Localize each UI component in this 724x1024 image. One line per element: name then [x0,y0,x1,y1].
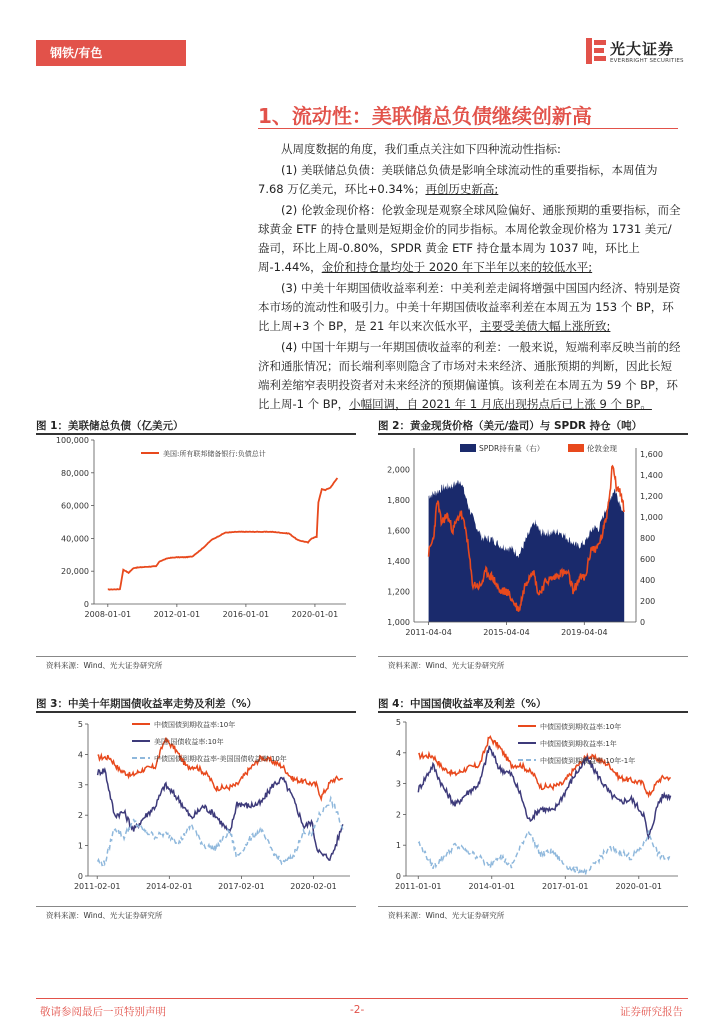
y-tick-label: 40,000 [61,534,89,544]
legend-label: 中债国债到期收益率:1年 [540,740,617,748]
fig2-source: 资料来源：Wind、光大证券研究所 [388,661,505,670]
y-tick-label: 2 [77,811,83,821]
y-right-tick-label: 1,000 [640,513,663,522]
x-tick-label: 2011-01-01 [395,882,442,891]
y-tick-label: 2 [395,810,401,820]
x-tick-label: 2017-02-01 [218,882,265,891]
x-tick-label: 2020-02-01 [290,882,337,891]
fig2-rule-bottom [378,656,688,657]
x-tick-label: 2015-04-04 [483,628,530,637]
x-tick-label: 2020-01-01 [615,882,663,891]
y-tick-label: 0 [83,600,89,609]
y-tick-label: 5 [395,718,401,727]
y-left-tick-label: 1,800 [387,495,410,505]
y-tick-label: 20,000 [61,567,89,577]
paragraph-2: (2) 伦敦金现价格：伦敦金现是观察全球风险偏好、通胀预期的重要指标，而全球黄金 ETF 的持仓量则是短期金价的同步指标。本周伦敦金现价格为 1731 美元/盎司，环比上周-0.80%，SPDR 黄金 ETF 持仓量本周为 1037 吨，环比上周-1.44%，金价和持仓量均处于 2020 年下半年以来的较低水平; [258,203,681,274]
y-tick-label: 4 [395,748,401,758]
y-left-tick-label: 2,000 [387,465,410,475]
legend-label: 美国:所有联邦储备银行:负债总计 [163,450,266,458]
paragraph-3: (3) 中美十年期国债收益率利差：中美利差走阔将增强中国国内经济、特别是资本市场的流动性和吸引力。中美十年期国债收益率利差在本周五为 153 个 BP，环比上周+3 个 BP，是 21 年以来次低水平，主要受美债大幅上涨所致; [258,281,681,333]
fig1-chart [36,436,356,632]
legend-label: 中债国债到期收益率-美国国债收益率:10年 [154,755,287,763]
fig1-source: 资料来源：Wind、光大证券研究所 [46,661,163,670]
y-left-tick-label: 1,000 [387,618,410,627]
x-tick-label: 2017-01-01 [542,882,589,891]
body-text [258,140,682,416]
x-tick-label: 2008-01-01 [84,610,132,619]
y-tick-label: 3 [77,780,83,790]
logo-text-en: EVERBRIGHT SECURITIES [610,58,684,64]
fig2-title: 图 2：黄金现货价格（美元/盎司）与 SPDR 持仓（吨） [378,420,643,432]
y-right-tick-label: 1,200 [640,492,663,501]
fig3-source: 资料来源：Wind、光大证券研究所 [46,911,163,920]
x-tick-label: 2012-01-01 [153,610,201,619]
x-tick-label: 2011-04-04 [405,628,452,637]
legend-label-spdr: SPDR持有量（右） [479,444,545,453]
fig4-title: 图 4：中国国债收益率及利差（%） [378,698,547,710]
y-tick-label: 3 [395,779,401,789]
legend-swatch-spdr [460,444,476,452]
fig3-rule-bottom [36,906,356,907]
x-tick-label: 2020-01-01 [291,610,339,619]
paragraph-1: (1) 美联储总负债：美联储总负债是影响全球流动性的重要指标，本周值为 7.68 万亿美元，环比+0.34%；再创历史新高; [258,163,658,196]
logo-text-cn: 光大证券 [610,40,675,58]
fig2-chart [378,436,688,637]
y-right-tick-label: 1,600 [640,450,663,459]
y-tick-label: 0 [395,872,401,881]
section-divider [258,128,678,129]
y-right-tick-label: 800 [640,534,656,543]
y-tick-label: 1 [77,841,83,851]
x-tick-label: 2016-01-01 [222,610,270,619]
x-tick-label: 2019-04-04 [561,628,608,637]
fig4-rule-bottom [378,906,688,907]
y-left-tick-label: 1,600 [387,526,410,536]
y-tick-label: 100,000 [55,436,89,445]
legend-label-gold: 伦敦金现 [587,444,617,453]
legend-label: 中债国债到期收益率:10年-1年 [540,757,636,765]
y-right-tick-label: 1,400 [640,471,663,480]
x-tick-label: 2011-02-01 [73,882,121,891]
x-tick-label: 2014-01-01 [468,882,516,891]
fig3-title: 图 3：中美十年期国债收益率走势及利差（%） [36,698,257,710]
fig2-rule [378,433,688,435]
y-tick-label: 5 [77,720,83,729]
series-line [98,738,343,800]
y-left-tick-label: 1,400 [387,556,410,566]
y-right-tick-label: 200 [640,597,656,606]
y-left-tick-label: 1,200 [387,587,410,597]
legend-label: 中债国债到期收益率:10年 [540,723,622,731]
y-tick-label: 4 [77,750,83,760]
fig4-chart [378,714,688,894]
footer-disclaimer[interactable]: 敬请参阅最后一页特别声明 [40,1006,166,1018]
fig1-title: 图 1：美联储总负债（亿美元） [36,420,184,432]
footer-divider [36,998,688,999]
legend-label: 中债国债到期收益率:10年 [154,721,236,729]
fig1-rule [36,433,356,435]
y-right-tick-label: 0 [640,618,646,627]
industry-tag: 钢铁/有色 [36,40,186,66]
footer-report-type: 证券研究报告 [620,1006,683,1018]
legend-label: 美国:国债收益率:10年 [154,738,224,746]
fig1-rule-bottom [36,656,356,657]
y-tick-label: 0 [77,872,83,881]
fig4-rule [378,711,688,713]
y-tick-label: 80,000 [61,468,89,478]
brand-logo [586,36,696,70]
y-tick-label: 60,000 [61,501,89,511]
page-number: -2- [350,1004,365,1016]
y-right-tick-label: 600 [640,555,656,564]
section-title: 1、流动性：美联储总负债继续创新高 [258,104,592,128]
series-line [108,478,338,590]
logo-mark-icon [586,38,606,64]
y-right-tick-label: 400 [640,576,656,585]
series-line [418,831,670,875]
fig3-rule [36,711,356,713]
fig4-source: 资料来源：Wind、光大证券研究所 [388,911,505,920]
y-tick-label: 1 [395,841,401,851]
paragraph-4: (4) 中国十年期与一年期国债收益率的利差：一般来说，短端利率反映当前的经济和通胀情况；而长端利率则隐含了市场对未来经济、通胀预期的判断，因此长短端利差缩窄表明投资者对未来经济的预期偏谨慎。该利差在本周五为 59 个 BP，环比上周-1 个 BP，小幅回调，自 2021 年 1 月底出现拐点后已上涨 9 个 BP。 [258,340,681,411]
legend-swatch-gold [568,444,584,452]
fig3-chart [36,714,356,894]
x-tick-label: 2014-02-01 [146,882,193,891]
paragraph-intro: 从周度数据的角度，我们重点关注如下四种流动性指标: [281,142,561,156]
